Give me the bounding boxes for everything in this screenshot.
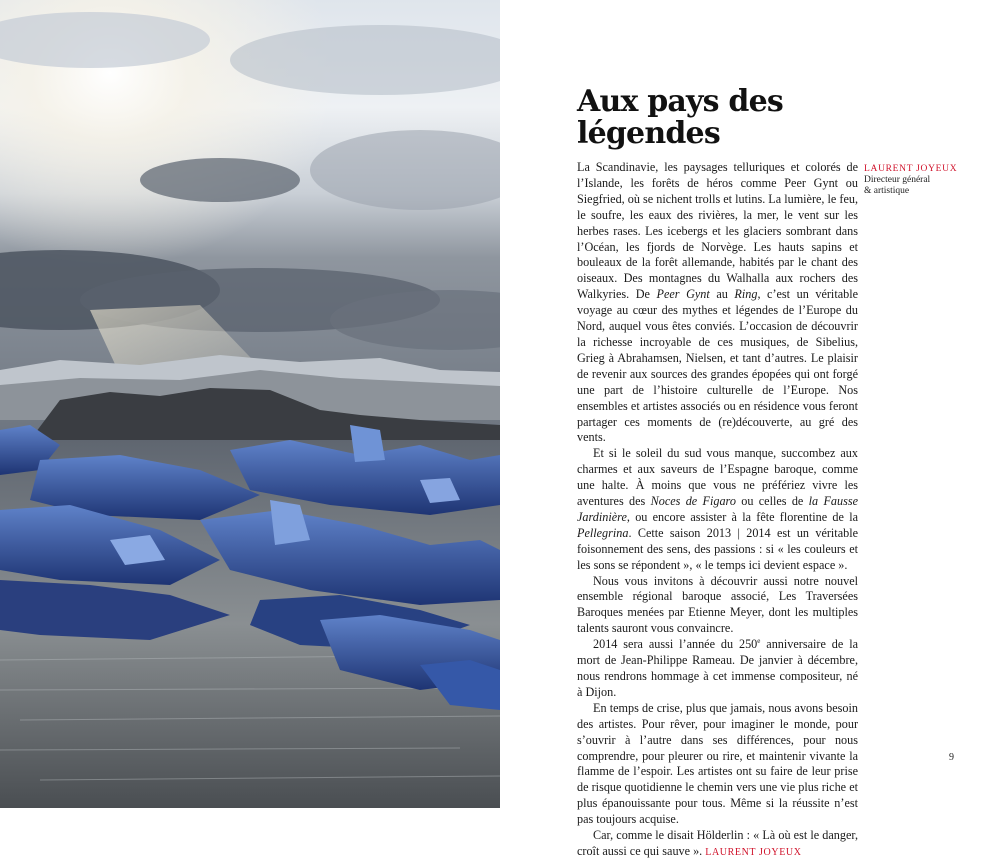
article-body (577, 160, 858, 861)
text-run: . Cette saison 2013 | 2014 est un véritable foisonnement des sens, des passions : si « les couleurs et les sons se répondent », « le temps ici devient espace ». (577, 525, 858, 572)
paragraph-3: Nous vous invitons à découvrir aussi notre nouvel ensemble régional baroque associé, Les Traversées Baroques menées par Etienne Meyer, dont les multiples talents sauront vous convaincre. (577, 573, 858, 636)
text-run: La Scandinavie, les paysages telluriques et colorés de l’Islande, les forêts de héros comme Peer Gynt ou Siegfried, où se nichent trolls et lutins. La lumière, le feu, le soufre, les eaux des rivières, la mer, le vent sur les herbes rases. Les icebergs et les glaciers sombrant dans l’Océan, les fjords de Norvège. Les hauts sapins et bouleaux de la forêt allemande, habités par le chant des oiseaux. Des montagnes du Walhalla aux rochers des Walkyries. De (577, 160, 858, 302)
signature: LAURENT JOYEUX (705, 846, 802, 858)
glacier-lagoon-illustration (0, 0, 500, 808)
text-run: anniversaire de la mort de Jean-Philippe Rameau. De janvier à décembre, nous rendrons hommage à cet immense compositeur, né à Dijon. (577, 637, 858, 699)
work-title: Pellegrina (577, 525, 629, 540)
work-title: la Fausse Jardinière (577, 494, 858, 524)
ordinal-superscript: e (757, 637, 761, 646)
text-run: au (709, 287, 735, 302)
work-title: Peer Gynt (656, 287, 710, 302)
page-title: Aux pays des légendes (577, 84, 783, 151)
glacier-lagoon-photo (0, 0, 500, 808)
author-credit (864, 163, 974, 197)
paragraph-1 (577, 160, 858, 446)
text-run: Car, comme le disait Hölderlin : « Là où est le danger, croît aussi ce qui sauve ». (577, 828, 858, 858)
page-number: 9 (949, 752, 954, 763)
author-role: Directeur général & artistique (864, 175, 931, 196)
paragraph-5: En temps de crise, plus que jamais, nous avons besoin des artistes. Pour rêver, pour imaginer le monde, pour s’ouvrir à l’autre dans ses différences, pour nous comprendre, pour pleurer ou rire, et maintenir vivante la flamme de l’espoir. Les artistes ont su faire de leur prise de risque quotidienne le chemin vers une vie plus riche et plus épanouissante pour tous. Même si la réussite n’est pas toujours acquise. (577, 700, 858, 827)
text-run: Et si le soleil du sud vous manque, succombez aux charmes et aux saveurs de l’Espagne baroque, comme une halte. À moins que vous ne préfériez vivre les aventures des (577, 446, 858, 509)
paragraph-2 (577, 446, 858, 573)
paragraph-4 (577, 637, 858, 701)
work-title: Ring (734, 287, 758, 302)
author-name: LAURENT JOYEUX (864, 164, 958, 174)
paragraph-6 (577, 828, 858, 861)
work-title: Noces de Figaro (650, 494, 736, 509)
text-run: 2014 sera aussi l’année du 250 (593, 637, 758, 652)
text-run: , ou encore assister à la fête florentine de la (626, 509, 858, 524)
text-run: , c’est un véritable voyage au cœur des mythes et légendes de l’Europe du Nord, auquel vous êtes conviés. L’occasion de découvrir la richesse incroyable de ces musiques, de Sibelius, Grieg à Abrahamsen, Nielsen, et tant d’autres. Le plaisir de revenir aux sources des grandes épopées qui ont forgé une part de l’histoire culturelle de l’Europe. Nos ensembles et artistes associés ou en résidence vous feront partager ces moments de (re)découverte, au gré des vents. (577, 287, 858, 445)
text-run: ou celles de (735, 494, 809, 509)
editorial-page (500, 0, 1000, 858)
